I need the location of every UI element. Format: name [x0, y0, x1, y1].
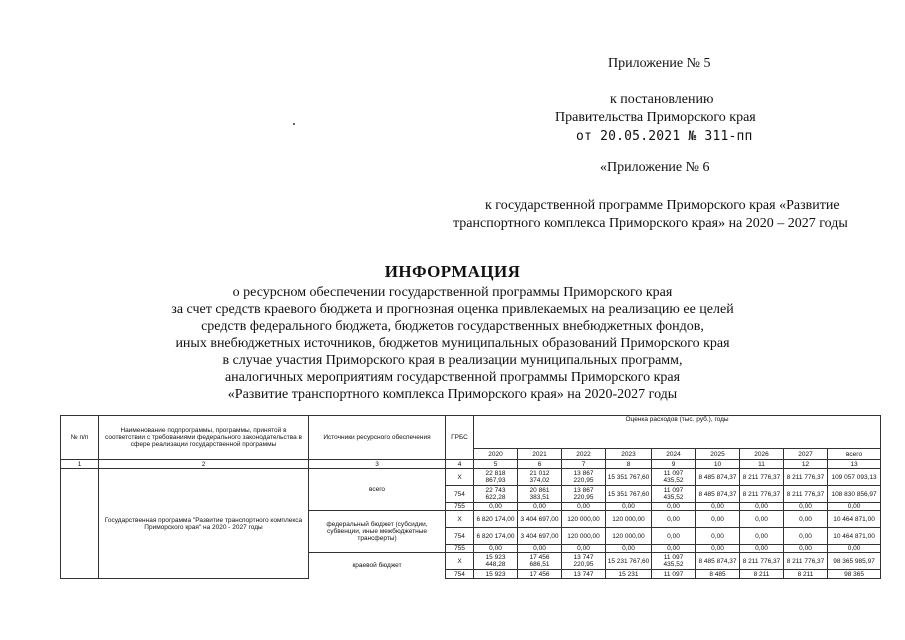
value-cell: 22 818 867,93: [474, 469, 518, 486]
value-cell: 120 000,00: [562, 528, 606, 545]
scan-speck: [293, 123, 295, 125]
value-cell: 8 485 874,37: [696, 469, 740, 486]
value-cell: 15 923: [474, 570, 518, 579]
grbs-cell: 755: [446, 503, 474, 511]
col-number: 6: [518, 460, 562, 469]
col-number: 4: [446, 460, 474, 469]
value-cell: 11 097 435,52: [652, 469, 696, 486]
value-cell: 22 743 622,28: [474, 486, 518, 503]
value-cell: 98 365: [828, 570, 881, 579]
value-cell: 3 404 697,00: [518, 528, 562, 545]
subtitle-line: средств федерального бюджета, бюджетов государственных внебюджетных фондов,: [201, 319, 704, 334]
value-cell: 11 097: [652, 570, 696, 579]
value-cell: 8 211: [740, 570, 784, 579]
col-number: 12: [784, 460, 828, 469]
value-cell: 0,00: [606, 545, 652, 553]
col-header-source: Источники ресурсного обеспечения: [309, 416, 446, 460]
value-cell: 17 456: [518, 570, 562, 579]
subtitle-line: иных внебюджетных источников, бюджетов муниципальных образований Приморского края: [175, 336, 730, 351]
value-cell: 21 012 374,02: [518, 469, 562, 486]
col-header-num: № п/п: [61, 416, 99, 460]
value-cell: 15 231: [606, 570, 652, 579]
year-header: 2024: [652, 449, 696, 460]
value-cell: 0,00: [740, 511, 784, 528]
value-cell: 0,00: [784, 511, 828, 528]
grbs-cell: X: [446, 511, 474, 528]
value-cell: 15 923 448,28: [474, 553, 518, 570]
value-cell: 10 464 871,00: [828, 511, 881, 528]
value-cell: 120 000,00: [562, 511, 606, 528]
grbs-cell: 755: [446, 545, 474, 553]
value-cell: 17 456 686,51: [518, 553, 562, 570]
grbs-cell: X: [446, 553, 474, 570]
col-number: 10: [696, 460, 740, 469]
government-label: Правительства Приморского края: [555, 110, 756, 125]
year-header: 2021: [518, 449, 562, 460]
value-cell: 0,00: [562, 503, 606, 511]
value-cell: 0,00: [474, 545, 518, 553]
col-number: 5: [474, 460, 518, 469]
row-number-cell: [61, 469, 99, 579]
year-header: 2020: [474, 449, 518, 460]
value-cell: 13 747 220,95: [562, 553, 606, 570]
appendix6-label: «Приложение № 6: [600, 160, 710, 175]
subtitle-line: о ресурсном обеспечении государственной программы Приморского края: [232, 285, 673, 300]
value-cell: 0,00: [652, 511, 696, 528]
program-ref-line2: транспортного комплекса Приморского края» на 2020 – 2027 годы: [453, 216, 848, 231]
year-header: 2022: [562, 449, 606, 460]
document-title: ИНФОРМАЦИЯ: [384, 262, 521, 281]
year-header: всего: [828, 449, 881, 460]
col-header-grbs: ГРБС: [446, 416, 474, 460]
value-cell: 6 820 174,00: [474, 511, 518, 528]
value-cell: 0,00: [740, 528, 784, 545]
program-ref-line1: к государственной программе Приморского края «Развитие: [485, 198, 840, 213]
value-cell: 120 000,00: [606, 511, 652, 528]
value-cell: 0,00: [784, 503, 828, 511]
value-cell: 0,00: [652, 503, 696, 511]
value-cell: 108 830 856,97: [828, 486, 881, 503]
col-number: 2: [99, 460, 309, 469]
year-header: 2023: [606, 449, 652, 460]
resolution-label: к постановлению: [610, 92, 714, 107]
value-cell: 0,00: [606, 503, 652, 511]
value-cell: 0,00: [518, 545, 562, 553]
grbs-cell: 754: [446, 528, 474, 545]
value-cell: 0,00: [474, 503, 518, 511]
value-cell: 98 365 985,97: [828, 553, 881, 570]
year-header: 2026: [740, 449, 784, 460]
value-cell: 8 211 776,37: [740, 486, 784, 503]
value-cell: 11 097 435,52: [652, 486, 696, 503]
col-number: 1: [61, 460, 99, 469]
value-cell: 15 351 767,60: [606, 469, 652, 486]
program-name-cell: Государственная программа "Развитие транспортного комплекса Приморского края" на 2020 - 2027 годы: [99, 469, 309, 579]
value-cell: 20 861 383,51: [518, 486, 562, 503]
year-header: 2027: [784, 449, 828, 460]
value-cell: 8 211 776,37: [740, 553, 784, 570]
value-cell: 0,00: [740, 545, 784, 553]
value-cell: 13 867 220,95: [562, 469, 606, 486]
value-cell: 6 820 174,00: [474, 528, 518, 545]
value-cell: 3 404 697,00: [518, 511, 562, 528]
value-cell: 8 485 874,37: [696, 553, 740, 570]
value-cell: 0,00: [652, 545, 696, 553]
value-cell: 10 464 871,00: [828, 528, 881, 545]
source-federal: федеральный бюджет (субсидии, субвенции, иные межбюджетные трансферты): [309, 511, 446, 553]
subtitle-line: в случае участия Приморского края в реализации муниципальных программ,: [222, 353, 683, 368]
value-cell: 0,00: [518, 503, 562, 511]
source-regional: краевой бюджет: [309, 553, 446, 579]
value-cell: 15 231 767,60: [606, 553, 652, 570]
value-cell: 0,00: [828, 503, 881, 511]
value-cell: 8 211 776,37: [784, 469, 828, 486]
appendix-label: Приложение № 5: [608, 56, 711, 71]
resolution-date-number: от 20.05.2021 № 311-пп: [576, 129, 753, 144]
value-cell: 8 485: [696, 570, 740, 579]
resource-table: [60, 415, 881, 579]
grbs-cell: X: [446, 469, 474, 486]
value-cell: 0,00: [828, 545, 881, 553]
value-cell: 0,00: [652, 528, 696, 545]
value-cell: 15 351 767,60: [606, 486, 652, 503]
col-number: 9: [652, 460, 696, 469]
source-total: всего: [309, 469, 446, 511]
value-cell: 0,00: [740, 503, 784, 511]
value-cell: 0,00: [696, 503, 740, 511]
col-number: 3: [309, 460, 446, 469]
value-cell: 13 747: [562, 570, 606, 579]
table-row: [61, 469, 881, 486]
grbs-cell: 754: [446, 570, 474, 579]
value-cell: 8 485 874,37: [696, 486, 740, 503]
value-cell: 8 211: [784, 570, 828, 579]
value-cell: 8 211 776,37: [784, 553, 828, 570]
value-cell: 0,00: [562, 545, 606, 553]
col-number: 11: [740, 460, 784, 469]
value-cell: 0,00: [784, 528, 828, 545]
value-cell: 0,00: [696, 511, 740, 528]
subtitle-line: аналогичных мероприятиям государственной программы Приморского края: [224, 370, 681, 385]
grbs-cell: 754: [446, 486, 474, 503]
value-cell: 0,00: [696, 545, 740, 553]
col-number: 8: [606, 460, 652, 469]
value-cell: 0,00: [696, 528, 740, 545]
col-header-estimate: Оценка расходов (тыс. руб.), годы: [474, 416, 881, 449]
year-header: 2025: [696, 449, 740, 460]
value-cell: 8 211 776,37: [784, 486, 828, 503]
value-cell: 13 867 220,95: [562, 486, 606, 503]
value-cell: 8 211 776,37: [740, 469, 784, 486]
document-subtitle: [0, 284, 905, 403]
value-cell: 120 000,00: [606, 528, 652, 545]
subtitle-line: за счет средств краевого бюджета и прогнозная оценка привлекаемых на реализацию ее целей: [171, 302, 734, 317]
col-number: 13: [828, 460, 881, 469]
col-header-name: Наименование подпрограммы, программы, принятой в соответствии с требованиями федерального законодательства в сфере реализации государственной программы: [99, 416, 309, 460]
value-cell: 11 097 435,52: [652, 553, 696, 570]
col-number: 7: [562, 460, 606, 469]
value-cell: 0,00: [784, 545, 828, 553]
subtitle-line: «Развитие транспортного комплекса Приморского края» на 2020-2027 годы: [227, 387, 678, 402]
value-cell: 109 057 093,13: [828, 469, 881, 486]
